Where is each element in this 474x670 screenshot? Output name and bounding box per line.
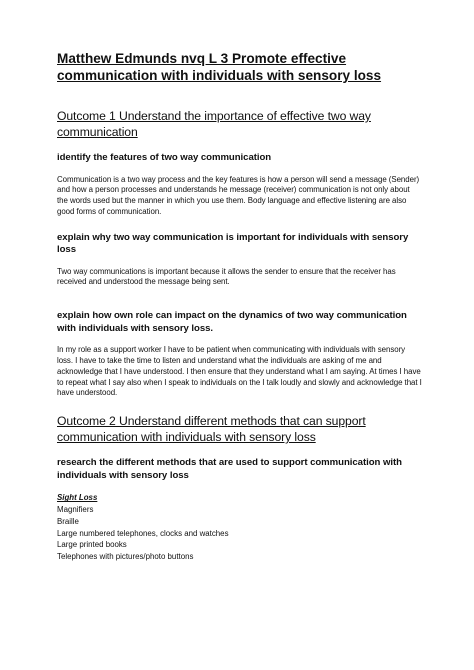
sight-loss-heading: Sight Loss	[57, 493, 98, 503]
outcome-1-answer-2: Two way communications is important because it allows the sender to ensure that the receiver has received and understood the message being sent.	[57, 266, 396, 287]
outcome-1-heading: Outcome 1 Understand the importance of effective two way communication	[57, 109, 371, 139]
outcome-2-question-1: research the different methods that are used to support communication with individuals with sensory loss	[57, 457, 402, 481]
document-page	[57, 50, 422, 563]
sight-loss-item-large-print: Large printed books	[57, 540, 127, 550]
sight-loss-item-magnifiers: Magnifiers	[57, 505, 94, 515]
sight-loss-item-braille: Braille	[57, 516, 79, 526]
outcome-1-question-3: explain how own role can impact on the dynamics of two way communication with individuals with sensory loss.	[57, 310, 407, 334]
document-title: Matthew Edmunds nvq L 3 Promote effective communication with individuals with sensory loss	[57, 51, 382, 83]
outcome-1-answer-1: Communication is a two way process and the key features is how a person will send a message (Sender) and how a person processes and understands he message (receiver) communication is not only about the words used but the manner in which you use them. Body language and effective listening are also good forms of communication.	[57, 174, 420, 216]
outcome-1-question-2: explain why two way communication is important for individuals with sensory loss	[57, 231, 409, 256]
sight-loss-item-large-numbered: Large numbered telephones, clocks and watches	[57, 528, 229, 538]
outcome-2-heading: Outcome 2 Understand different methods that can support communication with individuals with sensory loss	[57, 414, 366, 445]
outcome-1-answer-3: In my role as a support worker I have to be patient when communicating with individuals with sensory loss. I have to take the time to listen and understand what the individuals are asking of me and acknowledge that I have understood. I then ensure that they understand what I am saying. At times I have to repeat what I say also when I speak to individuals on the I talk loudly and slowly and acknowledge that I have understood.	[57, 345, 422, 398]
sight-loss-item-photo-phones: Telephones with pictures/photo buttons	[57, 552, 194, 562]
outcome-1-question-1: identify the features of two way communication	[57, 152, 272, 163]
